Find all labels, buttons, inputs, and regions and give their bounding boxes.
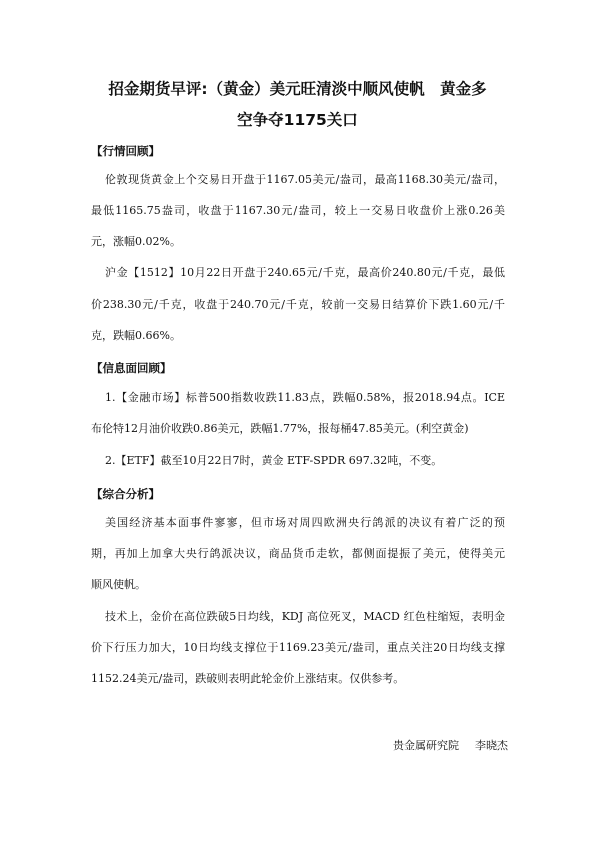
signature — [393, 738, 508, 754]
market-review-p1-line-2: 最低1165.75盎司，收盘于1167.30元/盎司，较上一交易日收盘价上涨0.26美 — [91, 204, 505, 217]
signature-author: 李晓杰 — [475, 739, 508, 752]
news-review-p1-line-2: 布伦特12月油价收跌0.86美元，跌幅1.77%，报每桶47.85美元。(利空黄金) — [91, 422, 469, 435]
news-review-p2-line-1: 2.【ETF】截至10月22日7时，黄金 ETF-SPDR 697.32吨，不变。 — [105, 454, 443, 467]
analysis-p1-line-2: 期，再加上加拿大央行鸽派决议，商品货币走软，都侧面提振了美元，使得美元 — [91, 547, 505, 560]
market-review-p2-line-3: 克，跌幅0.66%。 — [91, 329, 181, 342]
analysis-p2-line-3: 1152.24美元/盎司，跌破则表明此轮金价上涨结束。仅供参考。 — [91, 672, 405, 685]
section-heading-analysis: 【综合分析】 — [91, 487, 160, 501]
news-review-p1-line-1: 1.【金融市场】标普500指数收跌11.83点，跌幅0.58%，报2018.94点。ICE — [105, 391, 505, 404]
analysis-p1-line-3: 顺风使帆。 — [91, 578, 146, 591]
market-review-p2-line-2: 价238.30元/千克，收盘于240.70元/千克，较前一交易日结算价下跌1.60元/千 — [91, 298, 505, 311]
market-review-p1-line-3: 元，涨幅0.02%。 — [91, 235, 181, 248]
signature-org: 贵金属研究院 — [393, 739, 459, 752]
document-title-line-2: 空争夺1175关口 — [237, 111, 358, 129]
market-review-p1-line-1: 伦敦现货黄金上个交易日开盘于1167.05美元/盎司，最高1168.30美元/盎司， — [105, 173, 505, 186]
analysis-p1-line-1: 美国经济基本面事件寥寥，但市场对周四欧洲央行鸽派的决议有着广泛的预 — [105, 516, 505, 529]
analysis-p2-line-1: 技术上，金价在高位跌破5日均线，KDJ 高位死叉，MACD 红色柱缩短，表明金 — [105, 610, 505, 623]
section-heading-news-review: 【信息面回顾】 — [91, 361, 172, 375]
document-title-line-1: 招金期货早评:（黄金）美元旺清淡中顺风使帆 黄金多 — [108, 80, 487, 98]
market-review-p2-line-1: 沪金【1512】10月22日开盘于240.65元/千克，最高价240.80元/千克，最低 — [105, 266, 505, 279]
section-heading-market-review: 【行情回顾】 — [91, 144, 160, 158]
analysis-p2-line-2: 价下行压力加大，10日均线支撑位于1169.23美元/盎司，重点关注20日均线支撑 — [91, 641, 505, 654]
